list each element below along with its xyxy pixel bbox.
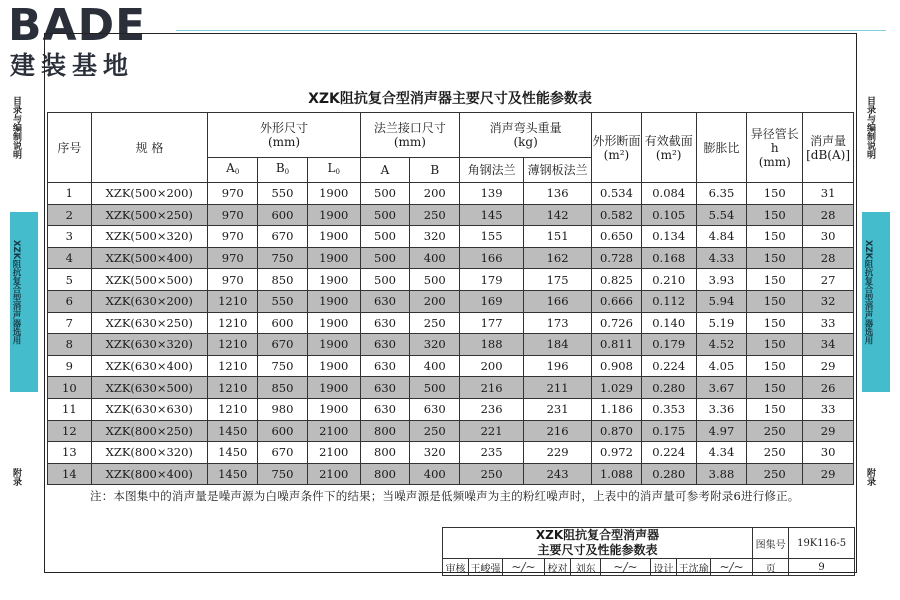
cell-angle-weight: 200 <box>460 355 524 377</box>
cell-expansion: 5.94 <box>696 290 747 312</box>
cell-a0: 1210 <box>208 290 258 312</box>
header-l0-letter: L <box>327 161 336 175</box>
right-tab-selection <box>862 240 890 344</box>
left-tab-selection-label: XZK阻抗复合型消声器选用 <box>11 240 21 345</box>
cell-expansion: 5.54 <box>696 204 747 226</box>
cell-spec: XZK(630×400) <box>91 355 208 377</box>
cell-flange-b: 500 <box>410 377 460 399</box>
header-section-area-label: 外形断面 <box>592 133 641 148</box>
cell-expansion: 4.33 <box>696 247 747 269</box>
check-label: 校对 <box>545 559 571 576</box>
cell-flange-a: 630 <box>360 312 410 334</box>
cell-expansion: 3.93 <box>696 269 747 291</box>
checker-name: 刘东 <box>571 559 601 576</box>
header-flange-unit: (mm) <box>393 135 426 149</box>
cell-l0: 1900 <box>307 398 360 420</box>
cell-flange-a: 800 <box>360 420 410 442</box>
cell-b0: 670 <box>258 334 308 356</box>
cell-flange-a: 800 <box>360 463 410 485</box>
cell-spec: XZK(800×250) <box>91 420 208 442</box>
cell-effective-area: 0.084 <box>641 183 696 205</box>
table-row <box>48 290 854 312</box>
atlas-label: 图集号 <box>753 528 789 559</box>
cell-flange-a: 800 <box>360 442 410 464</box>
header-section-area <box>592 113 642 183</box>
left-tab-contents-label: 目录与编制说明 <box>11 96 21 159</box>
header-silencing-unit: [dB(A)] <box>806 147 851 162</box>
header-pipe-length-h: h <box>770 140 779 155</box>
cell-angle-weight: 250 <box>460 463 524 485</box>
cell-l0: 1900 <box>307 204 360 226</box>
cell-thin-weight: 231 <box>524 398 592 420</box>
cell-l0: 1900 <box>307 269 360 291</box>
cell-angle-weight: 236 <box>460 398 524 420</box>
cell-silencing: 30 <box>803 226 854 248</box>
cell-spec: XZK(500×400) <box>91 247 208 269</box>
table-row <box>48 226 854 248</box>
cell-angle-weight: 139 <box>460 183 524 205</box>
header-outer-dims <box>208 113 360 158</box>
cell-angle-weight: 188 <box>460 334 524 356</box>
cell-section-area: 0.582 <box>592 204 642 226</box>
right-tab-contents <box>864 96 890 159</box>
logo-wordmark: BADE <box>8 0 147 51</box>
cell-angle-weight: 155 <box>460 226 524 248</box>
right-tab-selection-label: XZK阻抗复合型消声器选用 <box>863 240 873 345</box>
header-spec: 规 格 <box>91 113 208 183</box>
header-outer-dims-label: 外形尺寸 <box>259 121 308 135</box>
cell-b0: 550 <box>258 290 308 312</box>
cell-no: 3 <box>48 226 92 248</box>
cell-a0: 970 <box>208 204 258 226</box>
cell-pipe-length: 150 <box>747 312 803 334</box>
header-flange-label: 法兰接口尺寸 <box>373 121 446 135</box>
table-row <box>48 442 854 464</box>
cell-section-area: 0.825 <box>592 269 642 291</box>
header-flange <box>360 113 459 158</box>
cell-flange-a: 630 <box>360 334 410 356</box>
logo-chinese-name: 建装基地 <box>10 51 135 80</box>
cell-pipe-length: 150 <box>747 377 803 399</box>
cell-flange-b: 400 <box>410 247 460 269</box>
table-row <box>48 312 854 334</box>
cell-effective-area: 0.224 <box>641 442 696 464</box>
header-effective-area <box>641 113 696 183</box>
reviewer-name: 王峻强 <box>469 559 503 576</box>
cell-l0: 1900 <box>307 334 360 356</box>
left-tab-appendix-label: 附录 <box>11 468 21 486</box>
cell-angle-weight: 221 <box>460 420 524 442</box>
cell-no: 6 <box>48 290 92 312</box>
cell-pipe-length: 150 <box>747 247 803 269</box>
cell-angle-weight: 179 <box>460 269 524 291</box>
table-row <box>48 398 854 420</box>
cell-b0: 670 <box>258 442 308 464</box>
header-pipe-length <box>747 113 803 183</box>
parameter-table <box>47 112 854 485</box>
table-row <box>48 247 854 269</box>
cell-section-area: 0.908 <box>592 355 642 377</box>
header-section-area-unit: (m²) <box>603 147 630 162</box>
cell-section-area: 0.870 <box>592 420 642 442</box>
table-title: XZK阻抗复合型消声器主要尺寸及性能参数表 <box>308 91 592 107</box>
cell-expansion: 3.36 <box>696 398 747 420</box>
page-number: 9 <box>789 559 855 576</box>
cell-a0: 970 <box>208 183 258 205</box>
cell-spec: XZK(630×250) <box>91 312 208 334</box>
cell-silencing: 31 <box>803 183 854 205</box>
cell-pipe-length: 250 <box>747 442 803 464</box>
cell-pipe-length: 250 <box>747 463 803 485</box>
cell-a0: 1210 <box>208 355 258 377</box>
cell-no: 13 <box>48 442 92 464</box>
cell-no: 2 <box>48 204 92 226</box>
cell-b0: 670 <box>258 226 308 248</box>
cell-flange-a: 500 <box>360 204 410 226</box>
cell-b0: 600 <box>258 312 308 334</box>
cell-silencing: 34 <box>803 334 854 356</box>
left-tab-selection <box>10 240 38 344</box>
cell-a0: 1210 <box>208 334 258 356</box>
header-pipe-length-label: 异径管长 <box>750 126 799 141</box>
right-tab-appendix-label: 附录 <box>865 468 875 486</box>
header-flange-b: B <box>410 158 460 183</box>
cell-b0: 850 <box>258 269 308 291</box>
table-row <box>48 183 854 205</box>
cell-no: 14 <box>48 463 92 485</box>
cell-effective-area: 0.353 <box>641 398 696 420</box>
cell-flange-b: 400 <box>410 355 460 377</box>
table-row <box>48 334 854 356</box>
left-tab-contents <box>10 96 36 159</box>
cell-thin-weight: 229 <box>524 442 592 464</box>
left-tab-appendix <box>10 468 36 486</box>
cell-section-area: 0.534 <box>592 183 642 205</box>
cell-silencing: 28 <box>803 247 854 269</box>
cell-a0: 1450 <box>208 463 258 485</box>
cell-silencing: 28 <box>803 204 854 226</box>
cell-flange-b: 200 <box>410 183 460 205</box>
cell-silencing: 27 <box>803 269 854 291</box>
top-rule <box>176 30 886 31</box>
cell-no: 9 <box>48 355 92 377</box>
cell-b0: 750 <box>258 463 308 485</box>
cell-expansion: 4.97 <box>696 420 747 442</box>
checker-signature <box>601 559 651 576</box>
header-pipe-length-unit: (mm) <box>758 154 791 169</box>
cell-spec: XZK(500×320) <box>91 226 208 248</box>
cell-thin-weight: 151 <box>524 226 592 248</box>
cell-section-area: 1.088 <box>592 463 642 485</box>
table-row <box>48 355 854 377</box>
drawing-title <box>443 528 753 559</box>
cell-b0: 550 <box>258 183 308 205</box>
cell-angle-weight: 235 <box>460 442 524 464</box>
cell-expansion: 3.67 <box>696 377 747 399</box>
cell-pipe-length: 150 <box>747 334 803 356</box>
cell-thin-weight: 243 <box>524 463 592 485</box>
cell-a0: 1210 <box>208 377 258 399</box>
cell-pipe-length: 150 <box>747 183 803 205</box>
cell-pipe-length: 150 <box>747 269 803 291</box>
cell-angle-weight: 169 <box>460 290 524 312</box>
header-a0 <box>208 158 258 183</box>
cell-flange-b: 250 <box>410 204 460 226</box>
cell-expansion: 4.84 <box>696 226 747 248</box>
cell-effective-area: 0.175 <box>641 420 696 442</box>
cell-silencing: 30 <box>803 442 854 464</box>
cell-b0: 750 <box>258 355 308 377</box>
cell-effective-area: 0.112 <box>641 290 696 312</box>
table-row <box>48 463 854 485</box>
cell-section-area: 0.728 <box>592 247 642 269</box>
cell-b0: 850 <box>258 377 308 399</box>
cell-effective-area: 0.179 <box>641 334 696 356</box>
table-row <box>48 420 854 442</box>
designer-name: 王沈瑜 <box>677 559 711 576</box>
table-row <box>48 204 854 226</box>
header-b0-letter: B <box>275 161 285 175</box>
cell-thin-weight: 173 <box>524 312 592 334</box>
cell-pipe-length: 150 <box>747 290 803 312</box>
cell-expansion: 3.88 <box>696 463 747 485</box>
header-no: 序号 <box>48 113 92 183</box>
cell-silencing: 33 <box>803 398 854 420</box>
reviewer-signature <box>503 559 545 576</box>
header-a0-letter: A <box>226 161 235 175</box>
cell-thin-weight: 196 <box>524 355 592 377</box>
header-l0 <box>307 158 360 183</box>
header-l0-sub: 0 <box>335 168 340 176</box>
header-b0 <box>258 158 308 183</box>
cell-no: 12 <box>48 420 92 442</box>
review-label: 审核 <box>443 559 469 576</box>
cell-a0: 1210 <box>208 312 258 334</box>
header-a0-sub: 0 <box>234 168 240 176</box>
cell-spec: XZK(630×320) <box>91 334 208 356</box>
cell-flange-b: 250 <box>410 312 460 334</box>
cell-thin-weight: 162 <box>524 247 592 269</box>
cell-pipe-length: 150 <box>747 226 803 248</box>
cell-flange-a: 630 <box>360 377 410 399</box>
cell-flange-a: 630 <box>360 290 410 312</box>
header-effective-area-unit: (m²) <box>655 147 682 162</box>
cell-silencing: 29 <box>803 420 854 442</box>
cell-effective-area: 0.134 <box>641 226 696 248</box>
cell-expansion: 4.05 <box>696 355 747 377</box>
cell-flange-b: 500 <box>410 269 460 291</box>
header-silencing <box>803 113 854 183</box>
cell-thin-weight: 166 <box>524 290 592 312</box>
header-thin-flange: 薄钢板法兰 <box>524 158 592 183</box>
cell-spec: XZK(630×200) <box>91 290 208 312</box>
cell-b0: 750 <box>258 247 308 269</box>
cell-effective-area: 0.224 <box>641 355 696 377</box>
cell-section-area: 0.650 <box>592 226 642 248</box>
cell-pipe-length: 150 <box>747 398 803 420</box>
table-row <box>48 377 854 399</box>
atlas-number: 19K116-5 <box>789 528 855 559</box>
cell-silencing: 33 <box>803 312 854 334</box>
checker-signature-mark: ~/~ <box>613 560 638 574</box>
cell-thin-weight: 216 <box>524 420 592 442</box>
cell-b0: 600 <box>258 204 308 226</box>
right-tab-contents-label: 目录与编制说明 <box>865 96 875 159</box>
cell-silencing: 29 <box>803 463 854 485</box>
cell-l0: 1900 <box>307 312 360 334</box>
cell-flange-a: 500 <box>360 183 410 205</box>
cell-l0: 2100 <box>307 420 360 442</box>
reviewer-signature-mark: ~/~ <box>511 560 536 574</box>
cell-section-area: 0.811 <box>592 334 642 356</box>
header-b0-sub: 0 <box>284 168 290 176</box>
footnote: 注：本图集中的消声量是噪声源为白噪声条件下的结果；当噪声源是低频噪声为主的粉红噪声时，上表中的消声量可参考附录6进行修正。 <box>90 489 800 503</box>
cell-section-area: 0.972 <box>592 442 642 464</box>
cell-expansion: 4.34 <box>696 442 747 464</box>
cell-spec: XZK(630×500) <box>91 377 208 399</box>
cell-effective-area: 0.280 <box>641 377 696 399</box>
cell-expansion: 6.35 <box>696 183 747 205</box>
header-effective-area-label: 有效截面 <box>644 133 693 148</box>
cell-expansion: 5.19 <box>696 312 747 334</box>
cell-a0: 1210 <box>208 398 258 420</box>
cell-angle-weight: 216 <box>460 377 524 399</box>
cell-thin-weight: 136 <box>524 183 592 205</box>
cell-angle-weight: 177 <box>460 312 524 334</box>
cell-spec: XZK(630×630) <box>91 398 208 420</box>
cell-flange-a: 500 <box>360 269 410 291</box>
cell-l0: 1900 <box>307 247 360 269</box>
cell-no: 4 <box>48 247 92 269</box>
cell-flange-b: 250 <box>410 420 460 442</box>
cell-effective-area: 0.168 <box>641 247 696 269</box>
cell-l0: 1900 <box>307 290 360 312</box>
cell-effective-area: 0.280 <box>641 463 696 485</box>
cell-a0: 1450 <box>208 442 258 464</box>
cell-b0: 980 <box>258 398 308 420</box>
cell-thin-weight: 142 <box>524 204 592 226</box>
cell-silencing: 29 <box>803 355 854 377</box>
cell-pipe-length: 250 <box>747 420 803 442</box>
cell-expansion: 4.52 <box>696 334 747 356</box>
cell-l0: 1900 <box>307 355 360 377</box>
cell-pipe-length: 150 <box>747 204 803 226</box>
cell-a0: 970 <box>208 247 258 269</box>
designer-signature-mark: ~/~ <box>719 560 744 574</box>
cell-flange-b: 320 <box>410 442 460 464</box>
cell-effective-area: 0.105 <box>641 204 696 226</box>
header-weight <box>460 113 592 158</box>
cell-spec: XZK(800×320) <box>91 442 208 464</box>
cell-l0: 1900 <box>307 377 360 399</box>
drawing-title-line2: 主要尺寸及性能参数表 <box>537 543 658 557</box>
cell-no: 7 <box>48 312 92 334</box>
cell-l0: 1900 <box>307 183 360 205</box>
designer-signature <box>711 559 753 576</box>
cell-l0: 2100 <box>307 442 360 464</box>
header-flange-a: A <box>360 158 410 183</box>
cell-b0: 600 <box>258 420 308 442</box>
cell-flange-a: 500 <box>360 247 410 269</box>
cell-no: 11 <box>48 398 92 420</box>
cell-section-area: 1.029 <box>592 377 642 399</box>
title-block <box>442 527 855 576</box>
cell-silencing: 32 <box>803 290 854 312</box>
header-silencing-label: 消声量 <box>810 133 847 148</box>
cell-angle-weight: 145 <box>460 204 524 226</box>
drawing-title-line1: XZK阻抗复合型消声器 <box>535 528 660 542</box>
header-angle-flange: 角钢法兰 <box>460 158 524 183</box>
cell-flange-a: 500 <box>360 226 410 248</box>
cell-section-area: 0.666 <box>592 290 642 312</box>
cell-section-area: 1.186 <box>592 398 642 420</box>
cell-no: 5 <box>48 269 92 291</box>
header-expansion: 膨胀比 <box>696 113 747 183</box>
page-label: 页 <box>753 559 789 576</box>
header-outer-dims-unit: (mm) <box>267 135 301 149</box>
cell-section-area: 0.726 <box>592 312 642 334</box>
header-weight-label: 消声弯头重量 <box>489 121 562 135</box>
cell-no: 10 <box>48 377 92 399</box>
cell-spec: XZK(500×500) <box>91 269 208 291</box>
cell-l0: 2100 <box>307 463 360 485</box>
cell-spec: XZK(800×400) <box>91 463 208 485</box>
cell-a0: 970 <box>208 226 258 248</box>
cell-effective-area: 0.210 <box>641 269 696 291</box>
cell-flange-b: 320 <box>410 334 460 356</box>
design-label: 设计 <box>651 559 677 576</box>
header-weight-unit: (kg) <box>513 135 538 149</box>
cell-no: 1 <box>48 183 92 205</box>
cell-pipe-length: 150 <box>747 355 803 377</box>
cell-thin-weight: 175 <box>524 269 592 291</box>
cell-spec: XZK(500×250) <box>91 204 208 226</box>
cell-flange-b: 630 <box>410 398 460 420</box>
cell-thin-weight: 211 <box>524 377 592 399</box>
cell-l0: 1900 <box>307 226 360 248</box>
table-row <box>48 269 854 291</box>
cell-flange-b: 320 <box>410 226 460 248</box>
cell-flange-b: 400 <box>410 463 460 485</box>
cell-effective-area: 0.140 <box>641 312 696 334</box>
cell-flange-a: 630 <box>360 398 410 420</box>
cell-spec: XZK(500×200) <box>91 183 208 205</box>
cell-angle-weight: 166 <box>460 247 524 269</box>
cell-silencing: 26 <box>803 377 854 399</box>
cell-no: 8 <box>48 334 92 356</box>
cell-thin-weight: 184 <box>524 334 592 356</box>
cell-flange-b: 200 <box>410 290 460 312</box>
cell-flange-a: 630 <box>360 355 410 377</box>
right-tab-appendix <box>864 468 890 486</box>
cell-a0: 970 <box>208 269 258 291</box>
cell-a0: 1450 <box>208 420 258 442</box>
